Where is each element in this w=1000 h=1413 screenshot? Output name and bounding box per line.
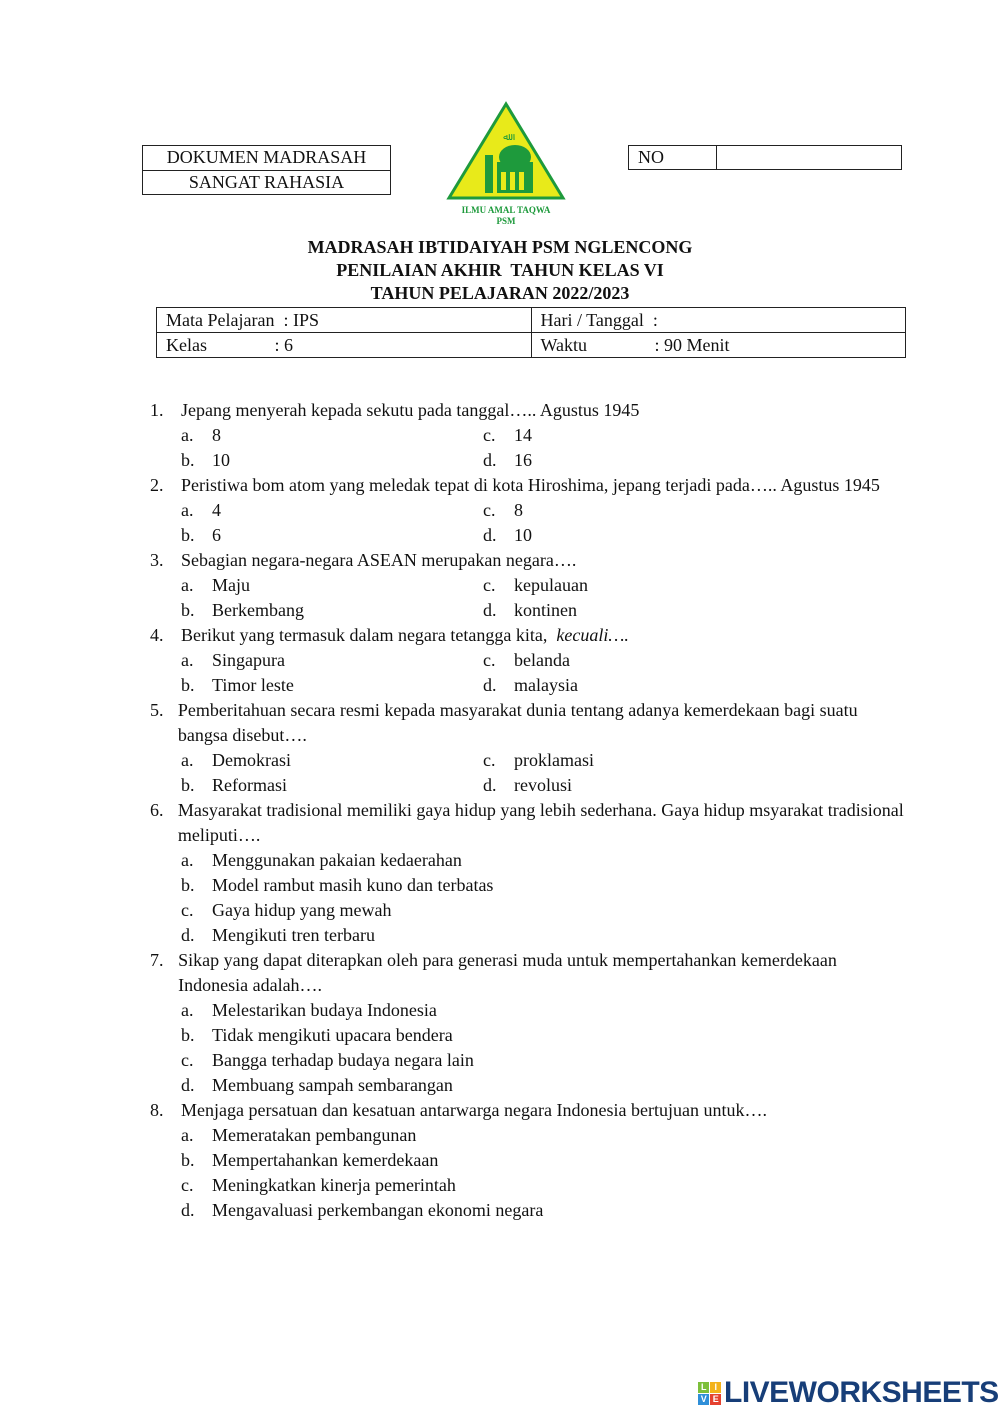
option-text: Mengavaluasi perkembangan ekonomi negara (212, 1200, 544, 1220)
option-letter: c. (483, 650, 496, 670)
answer-option[interactable] (181, 1173, 910, 1198)
logo-motto: ILMU AMAL TAQWA (461, 205, 551, 215)
answer-option[interactable] (181, 598, 483, 623)
question-number: 3. (150, 550, 164, 570)
badge-l: L (698, 1382, 709, 1393)
question-item (150, 623, 910, 698)
badge-v: V (698, 1394, 709, 1405)
question-item (150, 1098, 910, 1223)
subject-cell: Mata Pelajaran : IPS (157, 308, 532, 333)
question-item (150, 698, 910, 798)
question-text: Jepang menyerah kepada sekutu pada tanggal….. Agustus 1945 (181, 400, 640, 420)
answer-option[interactable] (181, 423, 483, 448)
academic-year: TAHUN PELAJARAN 2022/2023 (370, 283, 630, 303)
answer-option[interactable] (181, 898, 910, 923)
number-box (628, 145, 902, 170)
option-text: Melestarikan budaya Indonesia (212, 1000, 437, 1020)
answer-option[interactable] (181, 673, 483, 698)
answer-option[interactable] (483, 773, 783, 798)
option-text: Gaya hidup yang mewah (212, 900, 392, 920)
svg-text:ﷲ: ﷲ (503, 132, 509, 143)
answer-option[interactable] (483, 498, 783, 523)
option-letter: a. (181, 650, 194, 670)
question-text: Sikap yang dapat diterapkan oleh para generasi muda untuk mempertahankan kemerdekaan Indonesia adalah…. (178, 950, 837, 995)
exam-info-table (156, 307, 906, 358)
option-letter: a. (181, 1000, 194, 1020)
question-text: Pemberitahuan secara resmi kepada masyarakat dunia tentang adanya kemerdekaan bagi suatu bangsa disebut…. (177, 700, 858, 745)
question-item (150, 948, 910, 1098)
option-text: 14 (514, 425, 532, 445)
option-text: Singapura (212, 650, 285, 670)
option-letter: d. (483, 600, 497, 620)
option-letter: b. (181, 525, 195, 545)
question-item (150, 398, 910, 473)
option-letter: b. (181, 1150, 195, 1170)
option-letter: a. (181, 575, 194, 595)
option-text: Berkembang (212, 600, 304, 620)
option-letter: c. (181, 900, 194, 920)
option-letter: b. (181, 675, 195, 695)
exam-titles (0, 236, 1000, 305)
answer-option[interactable] (181, 498, 483, 523)
option-text: kepulauan (514, 575, 588, 595)
liveworksheets-logo (698, 1376, 999, 1410)
option-letter: b. (181, 600, 195, 620)
option-letter: a. (181, 850, 194, 870)
question-number: 5. (150, 700, 164, 720)
time-cell: Waktu : 90 Menit (531, 333, 906, 358)
answer-option[interactable] (181, 1023, 910, 1048)
option-letter: b. (181, 450, 195, 470)
exam-name: PENILAIAN AKHIR TAHUN KELAS VI (336, 260, 664, 280)
option-letter: d. (483, 450, 497, 470)
question-number: 2. (150, 475, 164, 495)
option-text: 16 (514, 450, 532, 470)
option-letter: d. (483, 775, 497, 795)
number-label: NO (629, 146, 717, 169)
option-text: 8 (514, 500, 523, 520)
option-letter: d. (483, 525, 497, 545)
answer-option[interactable] (181, 848, 910, 873)
option-letter: b. (181, 775, 195, 795)
answer-option[interactable] (181, 1148, 910, 1173)
option-text: malaysia (514, 675, 578, 695)
number-field[interactable] (717, 146, 901, 169)
option-text: 4 (212, 500, 221, 520)
option-text: Timor leste (212, 675, 294, 695)
question-text: Menjaga persatuan dan kesatuan antarwarga negara Indonesia bertujuan untuk…. (181, 1100, 767, 1120)
option-letter: b. (181, 1025, 195, 1045)
option-letter: d. (181, 1075, 195, 1095)
question-number: 4. (150, 625, 164, 645)
answer-option[interactable] (181, 573, 483, 598)
answer-option[interactable] (181, 1198, 910, 1223)
brand-name: LIVEWORKSHEETS (724, 1376, 999, 1409)
option-text: Maju (212, 575, 250, 595)
logo-abbr: PSM (496, 216, 516, 226)
school-logo (445, 100, 567, 225)
answer-option[interactable] (181, 873, 910, 898)
question-number: 7. (150, 950, 164, 970)
answer-option[interactable] (483, 448, 783, 473)
option-text: kontinen (514, 600, 577, 620)
option-text: 10 (514, 525, 532, 545)
option-letter: c. (181, 1175, 194, 1195)
school-name: MADRASAH IBTIDAIYAH PSM NGLENCONG (307, 237, 693, 257)
option-letter: c. (483, 425, 496, 445)
question-emphasis: kecuali…. (556, 625, 629, 645)
option-text: Mengikuti tren terbaru (212, 925, 375, 945)
question-number: 1. (150, 400, 164, 420)
answer-option[interactable] (483, 598, 783, 623)
answer-option[interactable] (181, 1073, 910, 1098)
answer-option[interactable] (483, 523, 783, 548)
option-text: Tidak mengikuti upacara bendera (212, 1025, 453, 1045)
live-badge-icon (698, 1382, 721, 1405)
option-text: Mempertahankan kemerdekaan (212, 1150, 439, 1170)
option-letter: d. (181, 925, 195, 945)
answer-option[interactable] (483, 648, 783, 673)
question-text: Peristiwa bom atom yang meledak tepat di kota Hiroshima, jepang terjadi pada….. Agustus 1945 (181, 475, 880, 495)
option-text: Membuang sampah sembarangan (212, 1075, 453, 1095)
option-text: belanda (514, 650, 570, 670)
answer-option[interactable] (181, 923, 910, 948)
question-item (150, 473, 910, 548)
option-letter: a. (181, 750, 194, 770)
question-number: 8. (150, 1100, 164, 1120)
question-list (150, 398, 910, 1223)
answer-option[interactable] (181, 523, 483, 548)
option-letter: c. (483, 575, 496, 595)
answer-option[interactable] (181, 1048, 910, 1073)
answer-option[interactable] (181, 748, 483, 773)
option-letter: c. (483, 750, 496, 770)
option-text: revolusi (514, 775, 572, 795)
option-text: proklamasi (514, 750, 594, 770)
option-letter: a. (181, 1125, 194, 1145)
document-label-box: DOKUMEN MADRASAH (142, 145, 391, 171)
option-text: Demokrasi (212, 750, 291, 770)
answer-option[interactable] (483, 748, 783, 773)
option-text: Menggunakan pakaian kedaerahan (212, 850, 462, 870)
answer-option[interactable] (181, 448, 483, 473)
option-text: Memeratakan pembangunan (212, 1125, 417, 1145)
question-item (150, 548, 910, 623)
option-letter: a. (181, 500, 194, 520)
answer-option[interactable] (483, 673, 783, 698)
question-text: Berikut yang termasuk dalam negara tetangga kita, kecuali…. (181, 625, 629, 645)
option-letter: d. (181, 1200, 195, 1220)
answer-option[interactable] (483, 423, 783, 448)
question-item (150, 798, 910, 948)
option-text: Meningkatkan kinerja pemerintah (212, 1175, 456, 1195)
question-text: Sebagian negara-negara ASEAN merupakan negara…. (181, 550, 577, 570)
option-text: Model rambut masih kuno dan terbatas (212, 875, 494, 895)
badge-i: I (710, 1382, 721, 1393)
option-letter: a. (181, 425, 194, 445)
class-cell: Kelas : 6 (157, 333, 532, 358)
answer-option[interactable] (181, 648, 483, 673)
option-letter: c. (181, 1050, 194, 1070)
option-text: Bangga terhadap budaya negara lain (212, 1050, 474, 1070)
answer-option[interactable] (181, 773, 483, 798)
secret-label-box: SANGAT RAHASIA (142, 170, 391, 195)
option-letter: c. (483, 500, 496, 520)
option-letter: b. (181, 875, 195, 895)
date-cell: Hari / Tanggal : (531, 308, 906, 333)
answer-option[interactable] (483, 573, 783, 598)
option-text: 10 (212, 450, 230, 470)
answer-option[interactable] (181, 1123, 910, 1148)
question-number: 6. (150, 800, 164, 820)
option-text: 8 (212, 425, 221, 445)
option-text: 6 (212, 525, 221, 545)
answer-option[interactable] (181, 998, 910, 1023)
option-text: Reformasi (212, 775, 287, 795)
option-letter: d. (483, 675, 497, 695)
badge-e: E (710, 1394, 721, 1405)
question-text: Masyarakat tradisional memiliki gaya hidup yang lebih sederhana. Gaya hidup msyarakat tradisional meliputi…. (177, 800, 904, 845)
